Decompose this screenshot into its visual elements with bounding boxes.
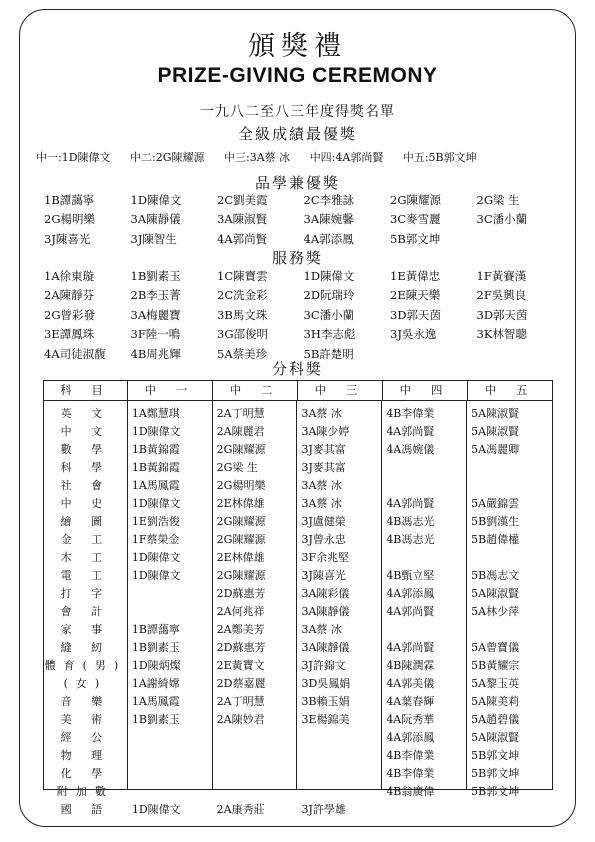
award-name: 1B譚藹寧 bbox=[44, 192, 95, 207]
table-cell: 4A阮秀華 bbox=[386, 713, 435, 726]
table-cell: 3E楊錦美 bbox=[301, 713, 350, 726]
table-cell: 1B劉素玉 bbox=[131, 641, 180, 654]
award-row bbox=[44, 266, 564, 286]
table-header-cell: 中 一 bbox=[128, 381, 213, 400]
table-cell: 4B翁廣偉 bbox=[386, 785, 435, 798]
table-cell: 3J麥其富 bbox=[301, 443, 346, 456]
table-cell: 4B甄立堅 bbox=[386, 569, 435, 582]
table-cell: 1F蔡榮金 bbox=[131, 533, 180, 546]
table-cell: 2E黃寶文 bbox=[216, 659, 265, 672]
table-cell bbox=[213, 783, 297, 801]
table-cell bbox=[382, 459, 466, 477]
table-cell bbox=[297, 765, 381, 783]
table-cell bbox=[467, 801, 552, 819]
table-cell: 5A趙碧儀 bbox=[471, 713, 520, 726]
subject-name: 化 學 bbox=[60, 767, 111, 780]
table-cell: 4B李偉業 bbox=[386, 749, 435, 762]
table-cell: 3A陳彩儀 bbox=[301, 587, 350, 600]
award-name: 3B馬文珠 bbox=[217, 307, 268, 322]
table-cell bbox=[128, 729, 212, 747]
table-cell: 2A康秀莊 bbox=[216, 803, 265, 816]
table-header-cell: 中 三 bbox=[298, 381, 383, 400]
table-cell: 2G陳耀源 bbox=[216, 515, 266, 528]
table-cell: 4B李偉業 bbox=[386, 767, 435, 780]
table-cell bbox=[128, 747, 212, 765]
subject-name: 電 工 bbox=[60, 569, 111, 582]
table-cell: 2A丁明慧 bbox=[216, 407, 265, 420]
table-cell: 5A陳淑賢 bbox=[471, 425, 520, 438]
subject-name: 英 文 bbox=[60, 407, 111, 420]
award-name: 1C陳寶雲 bbox=[217, 268, 268, 283]
award-name: 3D郭天茵 bbox=[476, 307, 528, 322]
table-cell: 1B黃錦霞 bbox=[131, 461, 180, 474]
table-cell bbox=[382, 549, 466, 567]
table-cell: 5A陳淑賢 bbox=[471, 731, 520, 744]
award-name: 1E黃偉忠 bbox=[390, 268, 441, 283]
table-cell: 5A曾寶儀 bbox=[471, 641, 520, 654]
table-cell: 3A陳少婷 bbox=[301, 425, 350, 438]
table-cell bbox=[297, 747, 381, 765]
table-cell: 5A陳淑賢 bbox=[471, 407, 520, 420]
award-name: 3G邵俊明 bbox=[217, 327, 269, 342]
award-row bbox=[44, 325, 564, 345]
award-name: 5B許楚明 bbox=[303, 346, 354, 361]
table-cell: 5B郭文坤 bbox=[471, 785, 520, 798]
award-row bbox=[44, 210, 564, 230]
table-cell: 2G楊明樂 bbox=[216, 479, 266, 492]
award-name: 3J陳智生 bbox=[130, 231, 177, 246]
table-cell: 3A蔡 冰 bbox=[301, 623, 342, 636]
award-name: 3A陳靜儀 bbox=[130, 212, 181, 227]
award-row bbox=[44, 229, 564, 249]
subject-name: 音 樂 bbox=[60, 695, 111, 708]
table-cell: 4A郭尚賢 bbox=[386, 425, 435, 438]
subject-name: 繪 圖 bbox=[60, 515, 111, 528]
table-cell: 1D陳炳燦 bbox=[131, 659, 181, 672]
title-english: PRIZE-GIVING CEREMONY bbox=[157, 64, 438, 87]
table-cell: 1B劉素玉 bbox=[131, 713, 180, 726]
table-cell bbox=[128, 585, 212, 603]
subject-name: 國 語 bbox=[60, 803, 111, 816]
table-cell: 1D陳偉文 bbox=[131, 551, 181, 564]
award-name: 2C冼金彩 bbox=[217, 288, 268, 303]
table-cell: 5B郭文坤 bbox=[471, 749, 520, 762]
table-cell bbox=[382, 621, 466, 639]
table-cell bbox=[467, 549, 552, 567]
subject-name: 科 學 bbox=[60, 461, 111, 474]
award-name: 3K林智聰 bbox=[476, 327, 527, 342]
table-cell: 4A葉春輝 bbox=[386, 695, 435, 708]
form4-column bbox=[382, 401, 467, 798]
table-cell bbox=[382, 477, 466, 495]
award-name: 2C劉美霞 bbox=[217, 192, 268, 207]
form5-column bbox=[467, 401, 552, 798]
table-cell: 1E劉浩俊 bbox=[131, 515, 180, 528]
table-cell bbox=[297, 783, 381, 801]
award-name: 3A陳淑賢 bbox=[217, 212, 268, 227]
table-cell: 1A馬鳳霞 bbox=[131, 479, 180, 492]
award-name: 2G陳耀源 bbox=[390, 192, 442, 207]
table-cell: 5B劉漢生 bbox=[471, 515, 520, 528]
champion-item: 中五:5B郭文坤 bbox=[402, 151, 477, 164]
table-cell bbox=[213, 765, 297, 783]
award-name: 2G楊明樂 bbox=[44, 212, 96, 227]
table-cell: 4A郭美儀 bbox=[386, 677, 435, 690]
award-name: 1B劉素玉 bbox=[130, 268, 181, 283]
subject-name: 體育(男) bbox=[44, 659, 127, 672]
table-header-cell: 中 四 bbox=[383, 381, 468, 400]
table-cell: 5A黎玉英 bbox=[471, 677, 520, 690]
table-cell: 2A陳麗君 bbox=[216, 425, 265, 438]
table-cell bbox=[467, 459, 552, 477]
award-name: 2G梁 生 bbox=[476, 192, 520, 207]
subject-award-table bbox=[43, 380, 553, 816]
table-cell: 3A蔡 冰 bbox=[301, 407, 342, 420]
award-name: 3H李志彪 bbox=[303, 327, 356, 342]
table-cell: 2G陳耀源 bbox=[216, 533, 266, 546]
table-cell: 5B馮志文 bbox=[471, 569, 520, 582]
table-cell: 2G陳耀源 bbox=[216, 443, 266, 456]
table-cell: 3A陳靜儀 bbox=[301, 605, 350, 618]
subject-name: 經 公 bbox=[60, 731, 111, 744]
table-cell bbox=[128, 783, 212, 801]
table-cell: 5A嚴錦雲 bbox=[471, 497, 520, 510]
table-header-cell: 科 目 bbox=[44, 381, 128, 400]
award-name: 3J吳永逸 bbox=[390, 327, 437, 342]
table-cell: 4A郭尚賢 bbox=[386, 605, 435, 618]
table-cell: 5A陳美莉 bbox=[471, 695, 520, 708]
award-name: 3C麥雪麗 bbox=[390, 212, 441, 227]
award-row bbox=[44, 305, 564, 325]
table-cell bbox=[128, 603, 212, 621]
award-name: 3J陳喜光 bbox=[44, 231, 91, 246]
table-cell: 2E林偉雄 bbox=[216, 497, 265, 510]
section-service-heading: 服務獎 bbox=[271, 249, 323, 267]
award-name: 1D陳偉文 bbox=[303, 268, 355, 283]
table-cell: 3F余兆堅 bbox=[301, 551, 350, 564]
table-cell: 4A郭添鳳 bbox=[386, 587, 435, 600]
table-cell: 2A陳妙君 bbox=[216, 713, 265, 726]
table-cell: 1D陳偉文 bbox=[131, 425, 181, 438]
table-cell: 1D陳偉文 bbox=[131, 497, 181, 510]
table-cell bbox=[213, 747, 297, 765]
award-name: 4A郭尚賢 bbox=[217, 231, 268, 246]
table-cell: 5B黃耀宗 bbox=[471, 659, 520, 672]
service-award-list bbox=[44, 266, 564, 364]
table-cell bbox=[382, 801, 466, 819]
table-header-row bbox=[44, 381, 552, 401]
subject-name: 附加數 bbox=[56, 785, 114, 798]
subject-name: 中 史 bbox=[60, 497, 111, 510]
subject-name: (女) bbox=[63, 677, 108, 690]
award-name: 1D陳偉文 bbox=[130, 192, 182, 207]
subject-name: 會 計 bbox=[60, 605, 111, 618]
section-subject-heading: 分科獎 bbox=[271, 360, 323, 378]
table-cell: 1B黃錦霞 bbox=[131, 443, 180, 456]
table-cell bbox=[467, 621, 552, 639]
table-cell: 1A馬鳳霞 bbox=[131, 695, 180, 708]
award-name: 1A徐東璇 bbox=[44, 268, 95, 283]
table-cell: 1B譚藹寧 bbox=[131, 623, 180, 636]
table-cell: 4B馮志光 bbox=[386, 533, 435, 546]
table-cell: 5A馮麗卿 bbox=[471, 443, 520, 456]
table-cell: 4B陳潤霖 bbox=[386, 659, 435, 672]
award-name: 3C潘小蘭 bbox=[303, 307, 355, 322]
award-row bbox=[44, 286, 564, 306]
award-name: 2A陳靜芬 bbox=[44, 288, 95, 303]
table-cell: 3A陳靜儀 bbox=[301, 641, 350, 654]
table-cell: 1D陳偉文 bbox=[131, 803, 181, 816]
champion-item: 中四:4A郭尚賢 bbox=[309, 151, 384, 164]
award-name: 5B郭文坤 bbox=[390, 231, 441, 246]
subject-name: 家 事 bbox=[60, 623, 111, 636]
subject-name: 木 工 bbox=[60, 551, 111, 564]
award-name: 2F吳興良 bbox=[476, 288, 527, 303]
table-cell: 3J麥其富 bbox=[301, 461, 346, 474]
subject-name: 中 文 bbox=[60, 425, 111, 438]
champion-item: 中一:1D陳偉文 bbox=[36, 151, 111, 164]
table-cell: 5A陳淑賢 bbox=[471, 587, 520, 600]
table-cell: 1A鄭慧琪 bbox=[131, 407, 180, 420]
subject-name: 美 術 bbox=[60, 713, 111, 726]
table-cell: 2D蘇惠芳 bbox=[216, 641, 266, 654]
conduct-award-list bbox=[44, 190, 564, 249]
form3-column bbox=[297, 401, 382, 816]
table-cell bbox=[467, 477, 552, 495]
subject-name: 數 學 bbox=[60, 443, 111, 456]
subject-name: 物 理 bbox=[60, 749, 111, 762]
award-name: 1F黃賽漢 bbox=[476, 268, 527, 283]
table-cell: 3J許錦文 bbox=[301, 659, 346, 672]
form1-column bbox=[128, 401, 213, 816]
section-conduct-heading: 品學兼優獎 bbox=[254, 174, 340, 192]
award-name: 3A梅麗寶 bbox=[130, 307, 181, 322]
form2-column bbox=[213, 401, 298, 816]
subject-name: 打 字 bbox=[60, 587, 111, 600]
champion-item: 中三:3A蔡 冰 bbox=[224, 151, 291, 164]
table-header-cell: 中 五 bbox=[484, 383, 536, 397]
award-name: 4A郭添鳳 bbox=[303, 231, 354, 246]
table-cell: 1A謝綺嫦 bbox=[131, 677, 180, 690]
award-name: 2B李玉菁 bbox=[130, 288, 181, 303]
champion-item: 中二:2G陳耀源 bbox=[130, 151, 205, 164]
champions-line bbox=[36, 149, 566, 165]
table-cell bbox=[128, 765, 212, 783]
award-name: 2D阮瑞玲 bbox=[303, 288, 355, 303]
table-cell bbox=[213, 729, 297, 747]
table-cell: 3J陳喜光 bbox=[301, 569, 346, 582]
award-name: 5A蔡美珍 bbox=[217, 346, 268, 361]
table-cell: 3A蔡 冰 bbox=[301, 479, 342, 492]
table-cell: 3A蔡 冰 bbox=[301, 497, 342, 510]
table-cell: 3J許學雄 bbox=[301, 803, 346, 816]
award-name: 2E陳天樂 bbox=[390, 288, 441, 303]
subtitle: 一九八二至八三年度得獎名單 bbox=[200, 104, 395, 120]
section-champions-heading: 全級成績最優獎 bbox=[237, 125, 357, 143]
award-row bbox=[44, 190, 564, 210]
table-cell: 5B趙偉權 bbox=[471, 533, 520, 546]
table-cell: 4A郭添鳳 bbox=[386, 731, 435, 744]
table-cell: 2E林偉雄 bbox=[216, 551, 265, 564]
table-cell: 2D蘇惠芳 bbox=[216, 587, 266, 600]
award-name: 3C潘小蘭 bbox=[476, 212, 528, 227]
table-cell: 2G梁 生 bbox=[216, 461, 258, 474]
award-name: 3A陳婉馨 bbox=[303, 212, 354, 227]
award-name: 2C李雅詠 bbox=[303, 192, 355, 207]
award-name: 4A司徒淑馥 bbox=[44, 346, 106, 361]
table-cell: 3B賴玉娟 bbox=[301, 695, 350, 708]
table-cell: 2A鄭美芳 bbox=[216, 623, 265, 636]
award-name: 4B周兆輝 bbox=[130, 346, 181, 361]
table-cell bbox=[297, 729, 381, 747]
table-cell: 3D吳鳳娟 bbox=[301, 677, 351, 690]
table-cell: 2D蔡嘉麗 bbox=[216, 677, 266, 690]
subject-column bbox=[44, 401, 128, 816]
table-cell: 5A林少萍 bbox=[471, 605, 520, 618]
table-cell: 4B馮志光 bbox=[386, 515, 435, 528]
table-cell: 2A何兆祥 bbox=[216, 605, 265, 618]
table-cell: 5B郭文坤 bbox=[471, 767, 520, 780]
award-name: 3F陸一鳴 bbox=[130, 327, 181, 342]
table-cell: 3J曾永忠 bbox=[301, 533, 346, 546]
award-name: 3D郭天茵 bbox=[390, 307, 442, 322]
table-cell: 4A郭尚賢 bbox=[386, 497, 435, 510]
award-name: 2G曾彩發 bbox=[44, 307, 96, 322]
table-cell: 2A丁明慧 bbox=[216, 695, 265, 708]
table-cell: 4A馮婉儀 bbox=[386, 443, 435, 456]
subject-name: 金 工 bbox=[60, 533, 111, 546]
table-header-cell: 中 二 bbox=[213, 381, 298, 400]
award-name: 3E譚鳳珠 bbox=[44, 327, 95, 342]
table-cell: 1D陳偉文 bbox=[131, 569, 181, 582]
subject-name: 社 會 bbox=[60, 479, 111, 492]
table-cell: 4A郭尚賢 bbox=[386, 641, 435, 654]
subject-name: 縫 紉 bbox=[60, 641, 111, 654]
title-chinese: 頒獎禮 bbox=[248, 31, 347, 62]
table-cell: 2G陳耀源 bbox=[216, 569, 266, 582]
table-cell: 3J盧健榮 bbox=[301, 515, 346, 528]
table-cell: 4B李偉業 bbox=[386, 407, 435, 420]
